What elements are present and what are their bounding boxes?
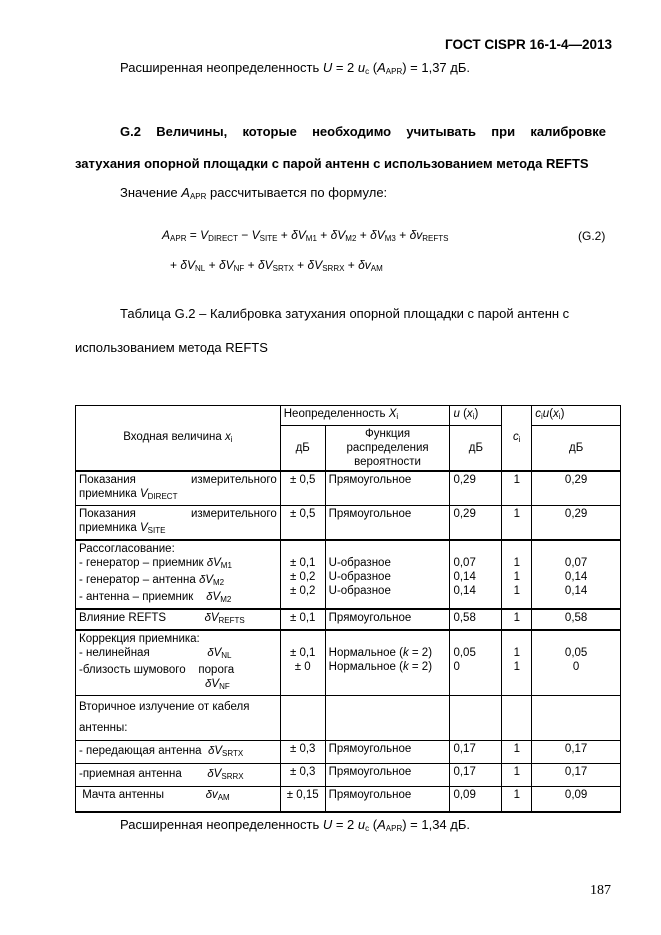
cell-distribution: Прямоугольное [325,609,450,630]
page-number: 187 [590,883,611,898]
table-row [76,787,621,813]
cell-value: ± 0,1 [280,609,325,630]
cell-c: 1 [502,787,532,813]
table-row [76,506,621,541]
cell-cu: 0,29 [532,471,621,506]
cell-c: 1 1 [502,630,532,696]
standard-header: ГОСТ CISPR 16-1-4—2013 [445,37,612,52]
cell-distribution: Прямоугольное [325,471,450,506]
uncertainty-table [75,405,621,813]
heading-word: калибровке [530,124,606,139]
cell-u: 0,09 [450,787,502,813]
row-label: Показания измерительного приемника $V_{SITE}$ [76,506,281,541]
cell-cu: 0,17 [532,741,621,764]
cell-u: 0,58 [450,609,502,630]
cell-cu: 0,17 [532,764,621,787]
cell-distribution: Прямоугольное [325,787,450,813]
formula-line1: $A_{APR} = V_{DIRECT} - V_{SITE} + \delta V_{M1} + \delta V_{M2} + \delta V_{M3} + \delta v_{REFTS}$ [162,228,449,243]
cell-c: 1 [502,764,532,787]
formula-number: (G.2) [578,229,606,243]
cell-u: 0,29 [450,471,502,506]
row-label: Коррекция приемника: - нелинейная $\delta V_{NL}$ -близость шумового порога $\delta V_{NF}$ [76,630,281,696]
header-uncertainty: Неопределенность $X_i$ [280,406,450,426]
cell-u: 0,05 0 [450,630,502,696]
table-row-group [76,630,621,696]
cell-distribution: Прямоугольное [325,506,450,541]
table-row [76,696,621,741]
formula-line2: + $\delta V_{NL} + \delta V_{NF} + \delta V_{SRTX} + \delta V_{SRRX} + \delta v_{AM}$ [170,258,383,273]
heading-word: необходимо [312,124,392,139]
row-label: Рассогласование: - генератор – приемник $\delta V_{M1}$ - генератор – антенна $\delta V_{M2}$ - антенна – приемник $\delta V_{M2}$ [76,540,281,609]
heading-word: Величины, [156,124,228,139]
table-row [76,741,621,764]
row-label: Влияние REFTS $\delta V_{REFTS}$ [76,609,281,630]
cell-c: 1 1 1 [502,540,532,609]
table-row [76,764,621,787]
cell-cu: 0,29 [532,506,621,541]
heading-word: учитывать [406,124,477,139]
cell-c: 1 [502,609,532,630]
cell-distribution: Прямоугольное [325,741,450,764]
header-cu: $c_iu(x_i)$ [532,406,621,426]
section-heading-line2: затухания опорной площадки с парой антенн с использованием метода REFTS [75,156,589,171]
section-heading-line1 [120,124,606,139]
row-label: -приемная антенна $\delta V_{SRRX}$ [76,764,281,787]
header-distribution: Функция распределения вероятности [325,426,450,472]
cell-value: ± 0,5 [280,506,325,541]
row-label: Мачта антенны $\delta v_{AM}$ [76,787,281,813]
cell-u: 0,17 [450,741,502,764]
cell-u: 0,17 [450,764,502,787]
table-caption-line2: использованием метода REFTS [75,340,268,355]
cell-value: ± 0,1 ± 0,2 ± 0,2 [280,540,325,609]
table-caption-line1: Таблица G.2 – Калибровка затухания опорной площадки с парой антенн с [120,306,570,321]
cell-c: 1 [502,741,532,764]
header-u-db: дБ [450,426,502,472]
table-row [76,609,621,630]
expanded-uncertainty-intro: Расширенная неопределенность U = 2 $u_c$ $(A_{APR}) = 1,37$ дБ. [120,60,471,76]
heading-word: которые [242,124,297,139]
section-number: G.2 [120,124,141,139]
cell-c: 1 [502,471,532,506]
cell-value: ± 0,3 [280,764,325,787]
cell-distribution: Нормальное (k = 2) Нормальное (k = 2) [325,630,450,696]
cell-cu: 0,58 [532,609,621,630]
row-label: Показания измерительного приемника $V_{DIRECT}$ [76,471,281,506]
header-cu-db: дБ [532,426,621,472]
heading-word: при [491,124,516,139]
cell-value: ± 0,15 [280,787,325,813]
cell-cu: 0,05 0 [532,630,621,696]
header-u: u $(x_i)$ [450,406,502,426]
formula-intro: Значение $A_{APR}$ рассчитывается по формуле: [120,185,388,201]
cell-value: ± 0,3 [280,741,325,764]
cell-c: 1 [502,506,532,541]
row-label: Вторичное излучение от кабеля антенны: [76,696,281,741]
expanded-uncertainty-result: Расширенная неопределенность U = 2 $u_c$ $(A_{APR}) = 1,34$ дБ. [120,817,471,833]
header-c: $c_i$ [502,406,532,472]
cell-cu: 0,07 0,14 0,14 [532,540,621,609]
cell-value: ± 0,5 [280,471,325,506]
header-db: дБ [280,426,325,472]
cell-cu: 0,09 [532,787,621,813]
table-row-group [76,540,621,609]
cell-distribution: Прямоугольное [325,764,450,787]
table-row [76,471,621,506]
cell-distribution: U-образное U-образное U-образное [325,540,450,609]
cell-value: ± 0,1 ± 0 [280,630,325,696]
cell-u: 0,29 [450,506,502,541]
table-header-row-1 [76,406,621,426]
row-label: - передающая антенна $\delta V_{SRTX}$ [76,741,281,764]
cell-u: 0,07 0,14 0,14 [450,540,502,609]
header-input: Входная величина $x_i$ [76,406,281,472]
